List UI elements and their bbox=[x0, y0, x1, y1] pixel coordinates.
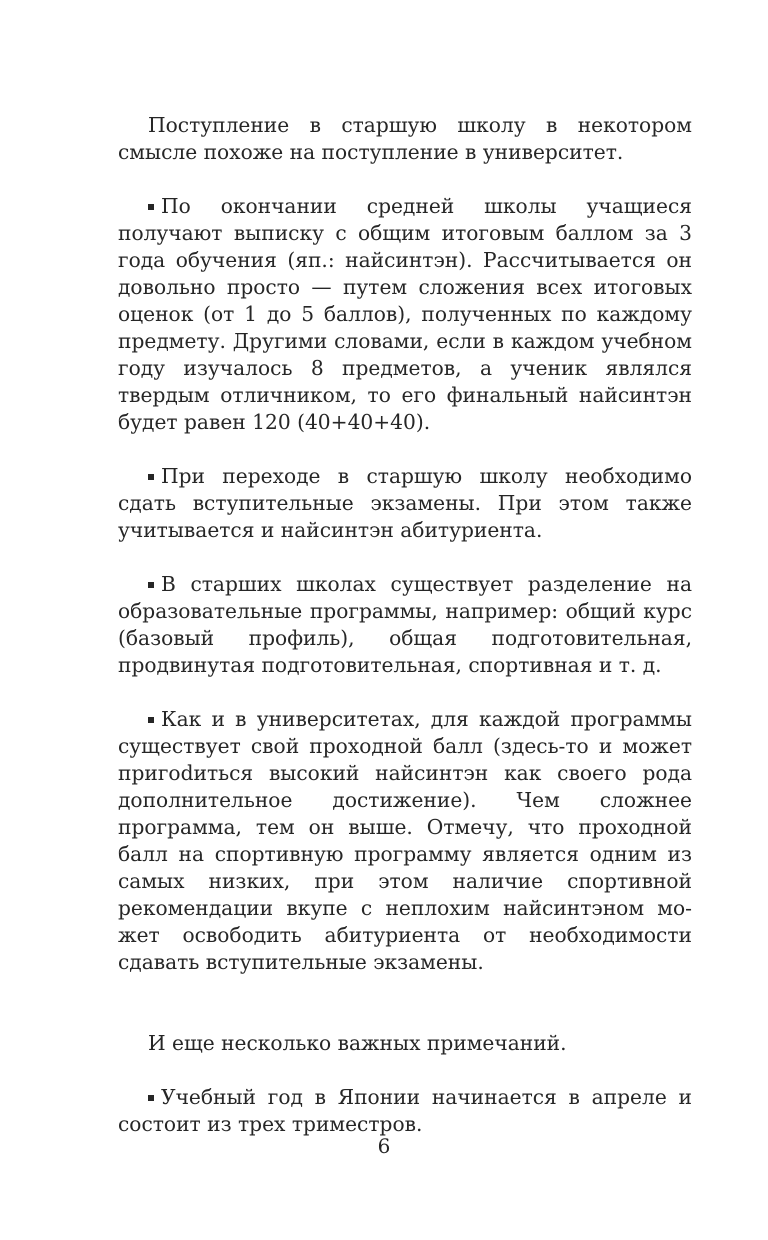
page-number: 6 bbox=[377, 1134, 391, 1158]
bullet-icon bbox=[148, 474, 154, 480]
paragraph-intro: Поступление в старшую школу в некотором смысле похоже на поступление в университет. bbox=[118, 113, 692, 164]
bullet-paragraph-naisinten: По окончании средней школы учащиеся получают выписку с общим итоговым баллом за 3 года обучения (яп.: найсинтэн). Рассчитывается он довольно просто — путем сложения всех итоговых оценок (от 1 до 5 баллов), полученных по каждому предмету. Другими словами, если в каждом учебном году изучалось 8 предметов, а ученик являлся твердым отличником, то его финальный найсинтэн будет равен 120 (40+40+40). bbox=[118, 194, 692, 434]
paragraph-notes-intro: И еще несколько важных примечаний. bbox=[148, 1031, 567, 1055]
bullet-icon bbox=[148, 717, 154, 723]
page-body bbox=[118, 112, 692, 1138]
bullet-icon bbox=[148, 204, 154, 210]
bullet-paragraph-programs: В старших школах существует разделение на образовательные программы, например: общий курс (базовый профиль), общая подготовительная, продвинутая подготовительная, спортивная и т. д. bbox=[118, 572, 692, 677]
bullet-icon bbox=[148, 582, 154, 588]
bullet-paragraph-school-year: Учебный год в Японии начинается в апреле и состоит из трех триместров. bbox=[118, 1085, 692, 1136]
bullet-paragraph-passing-score: Как и в университетах, для каждой программы существует свой проходной балл (здесь-то и может пригоdиться высокий найсинтэн как своего рода дополнительное достижение). Чем сложнее программа, тем он выше. Отмечу, что проходной балл на спортивную программу является одним из самых низких, при этом наличие спортивной рекомендации вкупе с неплохим найсинтэном может освободить абитуриента от необходимости сдавать вступительные экзамены. bbox=[118, 707, 692, 974]
bullet-icon bbox=[148, 1095, 154, 1101]
bullet-paragraph-exams: При переходе в старшую школу необходимо сдать вступительные экзамены. При этом также учитывается и найсинтэн абитуриента. bbox=[118, 464, 692, 542]
